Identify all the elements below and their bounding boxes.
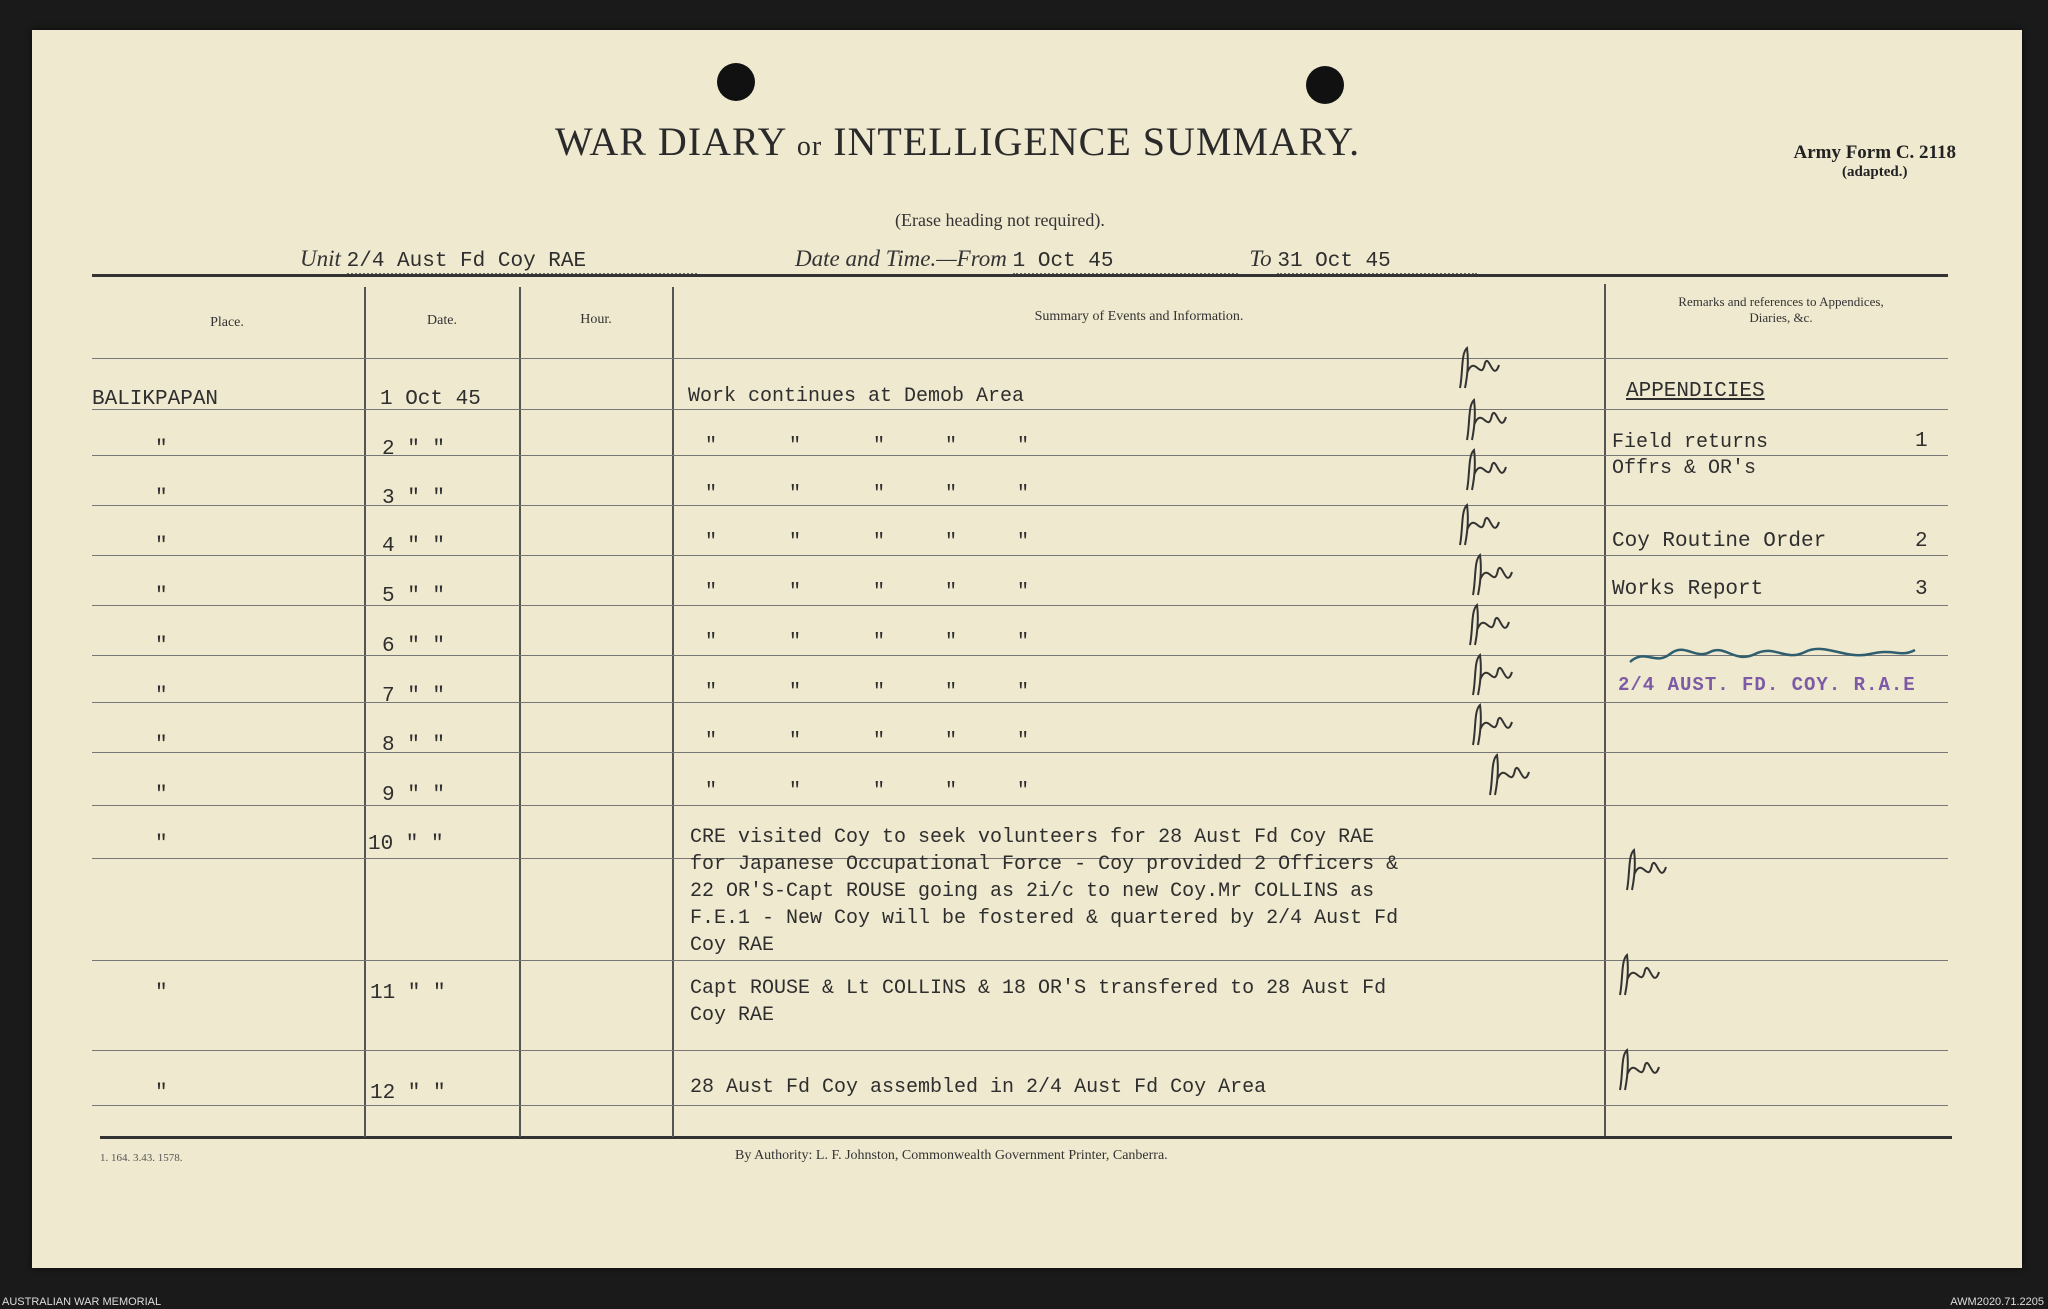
date-label: Date and Time.—From (795, 246, 1007, 271)
entry-summary: Capt ROUSE & Lt COLLINS & 18 OR'S transfered to 28 Aust Fd Coy RAE (690, 977, 1387, 1027)
initials-signature (1468, 550, 1518, 600)
initials-signature (1462, 395, 1512, 445)
entry-summary: " " " " " (705, 531, 1030, 554)
entry-place: " (155, 487, 168, 510)
entry-place: " (155, 784, 168, 807)
entry-date: 10 " " (368, 833, 444, 856)
entry-place: " (155, 438, 168, 461)
entry-date: 4 " " (382, 535, 446, 558)
appendix-item-label: Coy Routine Order (1612, 530, 1827, 553)
entry-summary: Work continues at Demob Area (688, 385, 1025, 408)
entry-date: 3 " " (382, 487, 446, 510)
appendix-item-number: 3 (1915, 578, 1928, 601)
entry-summary: CRE visited Coy to seek volunteers for 28 Aust Fd Coy RAE for Japanese Occupational Force - Coy provided 2 Officers & 22 OR'S-Capt ROUSE going as 2i/c to new Coy.Mr COLLINS as F.E.1 - New Coy will be fostered & quartered by 2/4 Aust Fd Coy RAE (690, 826, 1399, 957)
date-line (795, 246, 1477, 275)
entry-date: 8 " " (382, 734, 446, 757)
initials-signature (1468, 650, 1518, 700)
column-divider (519, 287, 521, 1137)
table-top-rule (92, 274, 1948, 277)
entry-summary: " " " " " (705, 730, 1030, 753)
column-divider (672, 287, 674, 1137)
initials-signature (1622, 845, 1672, 895)
initials-signature (1485, 750, 1535, 800)
title-or: or (796, 131, 823, 162)
entry-date: 7 " " (382, 685, 446, 708)
row-rule (92, 960, 1948, 961)
entry-summary: " " " " " (705, 435, 1030, 458)
punch-hole (717, 63, 755, 101)
entry-place: " (155, 535, 168, 558)
column-header-date: Date. (427, 313, 457, 328)
archive-credit: AUSTRALIAN WAR MEMORIAL (2, 1296, 162, 1308)
unit-value: 2/4 Aust Fd Coy RAE (347, 250, 697, 275)
row-rule (92, 1105, 1948, 1106)
entry-place: " (155, 635, 168, 658)
army-form-number: Army Form C. 2118 (1793, 142, 1956, 163)
unit-stamp: 2/4 AUST. FD. COY. R.A.E (1618, 674, 1916, 696)
appendix-item-label: Field returns Offrs & OR's (1612, 431, 1769, 480)
date-to-value: 31 Oct 45 (1277, 250, 1477, 275)
archive-reference: AWM2020.71.2205 (1950, 1296, 2044, 1308)
title-main: WAR DIARY (555, 119, 786, 164)
entry-date: 5 " " (382, 585, 446, 608)
row-rule (92, 1050, 1948, 1051)
entry-summary: 28 Aust Fd Coy assembled in 2/4 Aust Fd Coy Area (690, 1076, 1267, 1099)
column-header-place: Place. (210, 315, 244, 330)
form-title (555, 118, 1455, 165)
print-code: 1. 164. 3.43. 1578. (100, 1152, 183, 1164)
initials-signature (1462, 445, 1512, 495)
initials-signature (1455, 343, 1505, 393)
date-to-label: To (1249, 246, 1272, 271)
entry-place: " (155, 585, 168, 608)
initials-signature (1455, 500, 1505, 550)
date-from-value: 1 Oct 45 (1013, 250, 1238, 275)
entry-summary: " " " " " (705, 681, 1030, 704)
entry-date: 9 " " (382, 784, 446, 807)
column-divider (1604, 284, 1606, 1136)
entry-place: " (155, 982, 168, 1005)
column-divider (364, 287, 366, 1137)
unit-line (300, 246, 697, 275)
entry-summary: " " " " " (705, 780, 1030, 803)
column-header-summary: Summary of Events and Information. (1034, 309, 1244, 324)
entry-date: 2 " " (382, 438, 446, 461)
entry-place: " (155, 685, 168, 708)
initials-signature (1465, 600, 1515, 650)
entry-place: BALIKPAPAN (92, 388, 219, 411)
row-rule (92, 358, 1948, 359)
entry-date: 1 Oct 45 (380, 388, 481, 411)
army-form-label (1793, 142, 1956, 181)
column-header-hour: Hour. (580, 312, 612, 327)
table-bottom-rule (100, 1136, 1952, 1139)
initials-signature (1468, 700, 1518, 750)
entry-place: " (155, 833, 168, 856)
entry-place: " (155, 734, 168, 757)
entry-summary: " " " " " (705, 483, 1030, 506)
entry-summary: " " " " " (705, 581, 1030, 604)
entry-date: 12 " " (370, 1082, 446, 1105)
appendix-item-label: Works Report (1612, 578, 1764, 601)
erase-note: (Erase heading not required). (895, 210, 1105, 230)
entry-summary: " " " " " (705, 631, 1030, 654)
appendix-item-number: 1 (1915, 430, 1928, 453)
initials-signature (1615, 1045, 1665, 1095)
entry-place: " (155, 1082, 168, 1105)
row-rule (92, 805, 1948, 806)
entry-date: 11 " " (370, 982, 446, 1005)
appendix-item-number: 2 (1915, 530, 1928, 553)
title-rest: INTELLIGENCE SUMMARY. (833, 119, 1361, 164)
officer-signature (1625, 640, 1925, 674)
printer-authority: By Authority: L. F. Johnston, Commonwealth Government Printer, Canberra. (735, 1148, 1168, 1163)
army-form-adapted: (adapted.) (1842, 164, 1908, 180)
unit-label: Unit (300, 246, 341, 271)
appendices-heading: APPENDICIES (1626, 380, 1765, 403)
column-header-remarks: Remarks and references to Appendices, Diaries, &c. (1678, 294, 1884, 325)
initials-signature (1615, 950, 1665, 1000)
entry-date: 6 " " (382, 635, 446, 658)
punch-hole (1306, 66, 1344, 104)
